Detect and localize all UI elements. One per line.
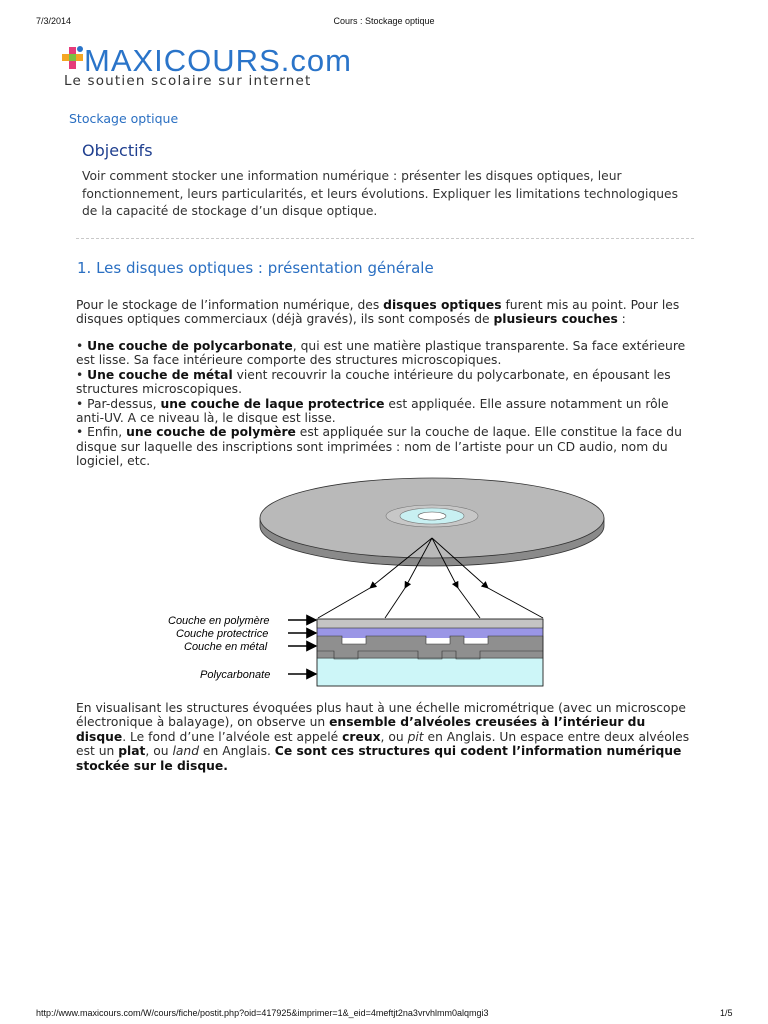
label-arrows bbox=[288, 620, 316, 674]
objectifs-text: Voir comment stocker une information numérique : présenter les disques optiques, leur fonctionnement, leurs particularités, et leurs évolutions. Expliquer les limitations technologiques de la capacité de stockage d’un disque optique. bbox=[82, 169, 679, 219]
layers-list bbox=[76, 339, 696, 469]
label-metal: Couche en métal bbox=[184, 641, 268, 653]
list-item: • Enfin, une couche de polymère est appliquée sur la couche de laque. Elle constitue la face du disque sur laquelle des inscriptions sont imprimées : nom de l’artiste pour un CD audio, nom du logiciel, etc. bbox=[76, 425, 682, 469]
intro-paragraph: Pour le stockage de l’information numérique, des disques optiques furent mis au point. Pour les disques optiques commerciaux (déjà gravés), ils sont composés de plusieurs couches : bbox=[76, 298, 680, 327]
maxicours-logo[interactable] bbox=[62, 43, 352, 95]
disc-layers-diagram bbox=[160, 470, 620, 700]
logo-wordmark: MAXICOURS.com bbox=[84, 43, 352, 78]
puzzle-plus-icon bbox=[62, 45, 84, 73]
objectifs-title: Objectifs bbox=[82, 141, 153, 160]
label-protectrice: Couche protectrice bbox=[176, 628, 269, 640]
section-title: 1. Les disques optiques : présentation générale bbox=[77, 259, 434, 277]
label-polycarbonate: Polycarbonate bbox=[200, 669, 271, 681]
list-item: • Une couche de polycarbonate, qui est une matière plastique transparente. Sa face extérieure est lisse. Sa face intérieure comporte des structures microscopiques. bbox=[76, 339, 686, 368]
optical-disc-illustration bbox=[260, 478, 604, 566]
cross-section bbox=[317, 619, 543, 686]
print-title: Cours : Stockage optique bbox=[333, 16, 435, 26]
label-polymere: Couche en polymère bbox=[168, 615, 270, 627]
conclusion-paragraph: En visualisant les structures évoquées plus haut à une échelle micrométrique (avec un microscope électronique à balayage), on observe un ensemble d’alvéoles creusées à l’intérieur du disque. Le fond d’une l’alvéole est appelé creux, ou pit en Anglais. Un espace entre deux alvéoles est un plat, ou land en Anglais. Ce sont ces structures qui codent l’information numérique stockée sur le disque. bbox=[76, 701, 690, 773]
breadcrumb[interactable]: Stockage optique bbox=[69, 111, 179, 126]
print-date: 7/3/2014 bbox=[36, 16, 72, 26]
list-item: • Par-dessus, une couche de laque protectrice est appliquée. Elle assure notamment un rôle anti-UV. A ce niveau là, le disque est lisse. bbox=[76, 396, 669, 426]
list-item: • Une couche de métal vient recouvrir la couche intérieure du polycarbonate, en épousant les structures microscopiques. bbox=[76, 367, 671, 397]
print-url: http://www.maxicours.com/W/cours/fiche/postit.php?oid=417925&imprimer=1&_eid=4meftjt2na3vrvhlmm0alqmgi3 bbox=[36, 1008, 489, 1018]
logo-tagline: Le soutien scolaire sur internet bbox=[64, 73, 312, 89]
page-number: 1/5 bbox=[720, 1008, 733, 1018]
section-divider bbox=[76, 238, 694, 239]
